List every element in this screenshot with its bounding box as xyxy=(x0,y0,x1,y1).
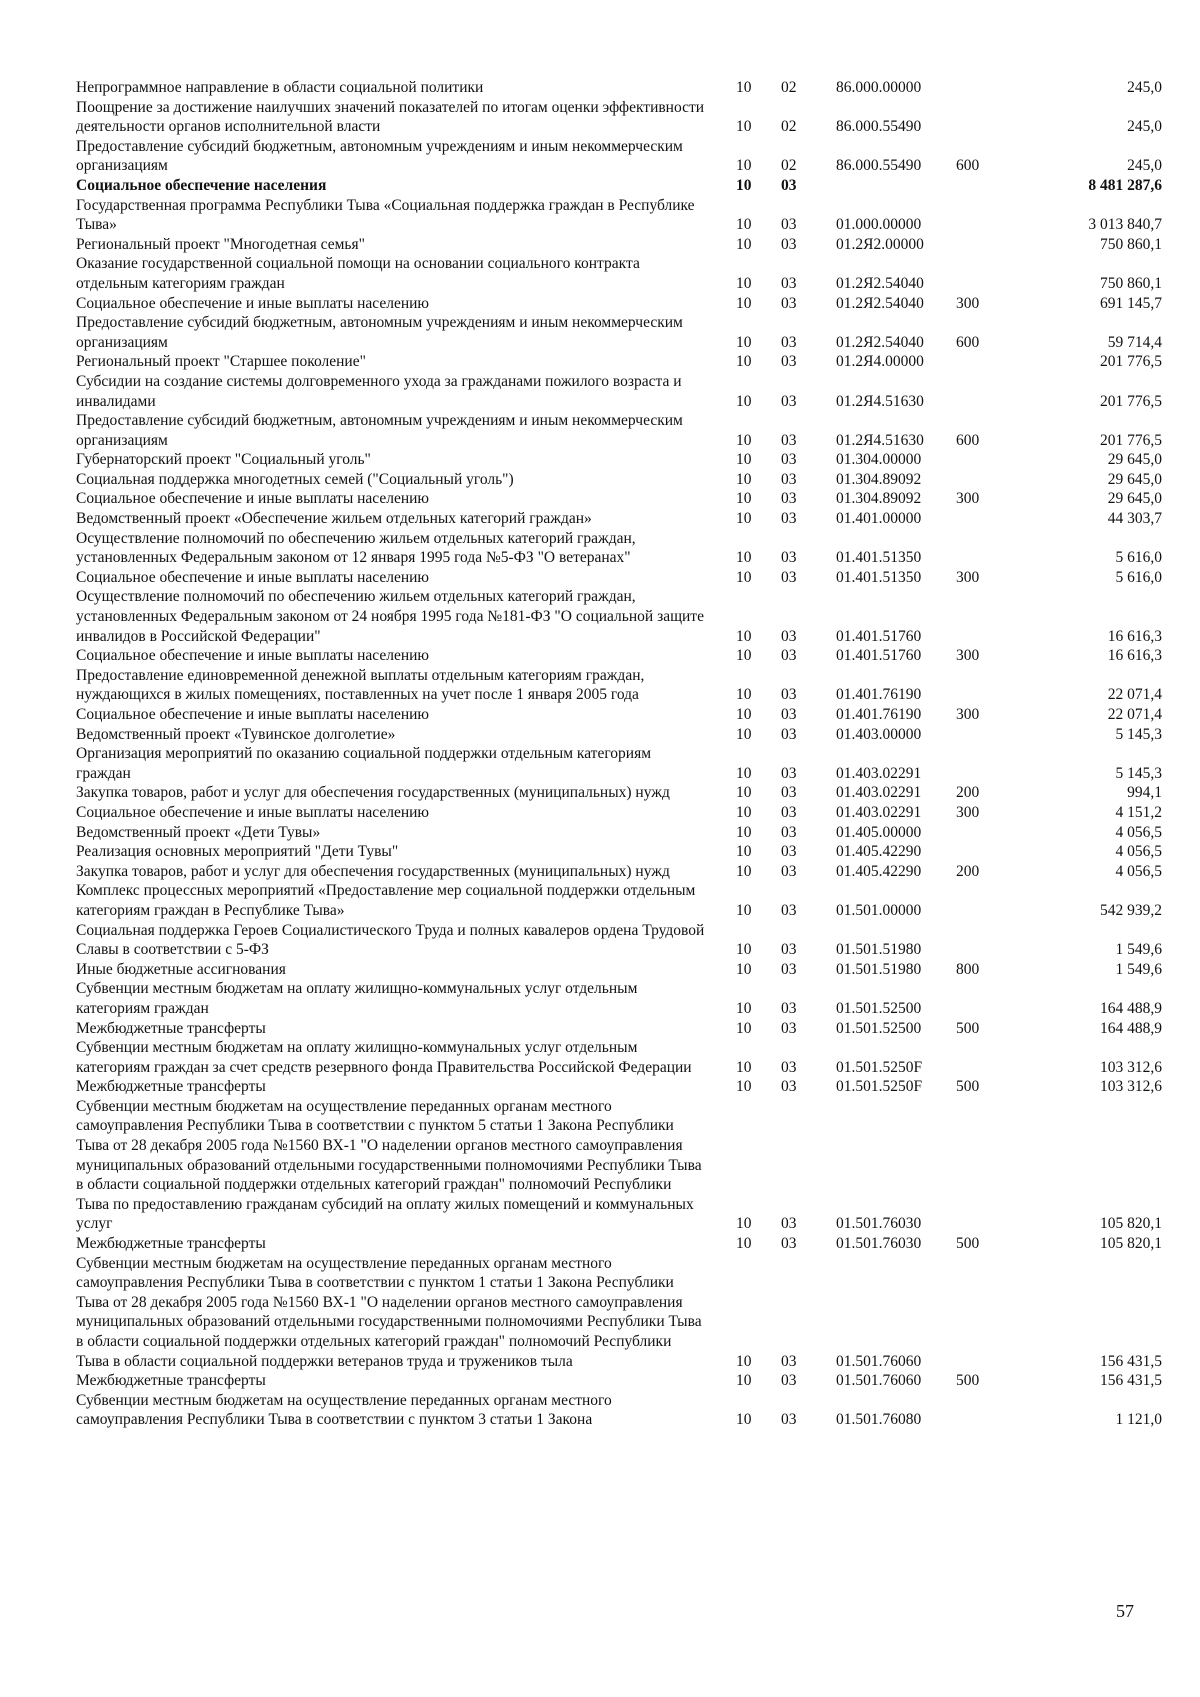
table-row xyxy=(76,1391,1162,1430)
row-amount: 201 776,5 xyxy=(1100,353,1162,371)
row-name: Предоставление субсидий бюджетным, автономным учреждениям и иным некоммерческим организациям xyxy=(76,137,683,175)
row-amount: 164 488,9 xyxy=(1100,999,1162,1017)
row-section-code: 10 xyxy=(736,725,752,743)
budget-table xyxy=(76,78,1162,1430)
row-amount: 22 071,4 xyxy=(1107,686,1162,704)
row-target-item-code: 01.501.52500 xyxy=(836,1019,922,1037)
row-target-item-code: 01.401.51760 xyxy=(836,647,922,665)
row-amount: 16 616,3 xyxy=(1107,647,1162,665)
row-name: Социальное обеспечение и иные выплаты населению xyxy=(76,803,430,821)
row-amount: 103 312,6 xyxy=(1100,1078,1162,1096)
row-subsection-code: 03 xyxy=(781,274,797,292)
row-section-code: 10 xyxy=(736,1372,752,1390)
row-name: Организация мероприятий по оказанию социальной поддержки отдельным категориям граждан xyxy=(76,745,652,782)
row-amount: 4 056,5 xyxy=(1115,823,1162,841)
row-target-item-code: 01.501.5250F xyxy=(836,1058,923,1076)
table-row xyxy=(76,881,1162,920)
row-section-code: 10 xyxy=(736,353,752,371)
row-target-item-code: 01.501.51980 xyxy=(836,960,922,978)
row-amount: 29 645,0 xyxy=(1107,490,1162,508)
row-amount: 44 303,7 xyxy=(1107,510,1162,528)
row-target-item-code: 01.2Я4.51630 xyxy=(836,431,924,449)
row-subsection-code: 03 xyxy=(781,568,797,586)
row-amount: 542 939,2 xyxy=(1100,901,1162,919)
row-amount: 994,1 xyxy=(1127,784,1162,802)
table-row xyxy=(76,1254,1162,1372)
row-name: Региональный проект "Многодетная семья" xyxy=(76,235,365,253)
row-target-item-code: 01.405.42290 xyxy=(836,843,922,861)
row-subsection-code: 03 xyxy=(781,1372,797,1390)
row-section-code: 10 xyxy=(736,118,752,136)
table-row xyxy=(76,921,1162,960)
row-amount: 1 549,6 xyxy=(1115,960,1162,978)
row-name: Субсидии на создание системы долговременного ухода за гражданами пожилого возраста и инвалидами xyxy=(76,372,682,410)
row-expense-type-code: 300 xyxy=(956,568,980,586)
table-row xyxy=(76,862,1162,882)
row-amount: 8 481 287,6 xyxy=(1088,176,1162,194)
row-target-item-code: 01.403.02291 xyxy=(836,764,922,782)
row-subsection-code: 03 xyxy=(781,823,797,841)
row-subsection-code: 03 xyxy=(781,901,797,919)
row-subsection-code: 03 xyxy=(781,725,797,743)
table-row xyxy=(76,489,1162,509)
row-section-code: 10 xyxy=(736,647,752,665)
row-subsection-code: 03 xyxy=(781,686,797,704)
row-target-item-code: 01.501.51980 xyxy=(836,941,922,959)
table-row xyxy=(76,1097,1162,1234)
row-name: Ведомственный проект «Дети Тувы» xyxy=(76,823,321,841)
table-row xyxy=(76,803,1162,823)
row-target-item-code: 01.501.76080 xyxy=(836,1411,922,1429)
row-target-item-code: 01.401.51350 xyxy=(836,568,922,586)
row-name: Ведомственный проект «Тувинское долголетие» xyxy=(76,725,396,743)
row-section-code: 10 xyxy=(736,901,752,919)
table-row xyxy=(76,411,1162,450)
row-section-code: 10 xyxy=(736,216,752,234)
table-row xyxy=(76,509,1162,529)
row-amount: 16 616,3 xyxy=(1107,627,1162,645)
row-section-code: 10 xyxy=(736,784,752,802)
row-section-code: 10 xyxy=(736,706,752,723)
row-target-item-code: 01.501.76030 xyxy=(836,1215,922,1233)
table-row xyxy=(76,823,1162,843)
table-row xyxy=(76,587,1162,646)
table-row xyxy=(76,979,1162,1018)
row-target-item-code: 86.000.00000 xyxy=(836,79,922,96)
row-expense-type-code: 300 xyxy=(956,803,980,821)
row-subsection-code: 03 xyxy=(781,1352,797,1370)
row-section-code: 10 xyxy=(736,823,752,841)
row-expense-type-code: 300 xyxy=(956,647,980,665)
row-subsection-code: 03 xyxy=(781,999,797,1017)
row-expense-type-code: 500 xyxy=(956,1235,980,1253)
row-target-item-code: 01.2Я4.00000 xyxy=(836,353,924,371)
row-target-item-code: 01.304.89092 xyxy=(836,490,922,508)
row-subsection-code: 03 xyxy=(781,706,797,723)
row-section-code: 10 xyxy=(736,470,752,488)
row-target-item-code: 01.401.00000 xyxy=(836,510,922,528)
table-row xyxy=(76,235,1162,255)
row-section-code: 10 xyxy=(736,1058,752,1076)
row-target-item-code: 01.2Я2.00000 xyxy=(836,235,924,253)
row-amount: 1 121,0 xyxy=(1115,1411,1162,1429)
row-target-item-code: 01.401.51350 xyxy=(836,549,922,567)
row-amount: 1 549,6 xyxy=(1115,941,1162,959)
table-row xyxy=(76,294,1162,314)
row-amount: 29 645,0 xyxy=(1107,451,1162,469)
row-subsection-code: 03 xyxy=(781,451,797,469)
row-section-code: 10 xyxy=(736,392,752,410)
table-row xyxy=(76,78,1162,98)
table-row xyxy=(76,1019,1162,1039)
row-name: Субвенции местным бюджетам на осуществление переданных органам местного самоуправления Республики Тыва в соответствии с пунктом 3 статьи 1 Закона xyxy=(76,1391,612,1429)
row-subsection-code: 03 xyxy=(781,333,797,351)
row-expense-type-code: 200 xyxy=(956,862,980,880)
table-row xyxy=(76,98,1162,137)
row-amount: 164 488,9 xyxy=(1100,1019,1162,1037)
row-expense-type-code: 600 xyxy=(956,333,980,351)
row-target-item-code: 01.403.02291 xyxy=(836,784,922,802)
row-amount: 4 151,2 xyxy=(1115,803,1162,821)
row-section-code: 10 xyxy=(736,843,752,861)
row-name: Ведомственный проект «Обеспечение жильем отдельных категорий граждан» xyxy=(76,510,592,528)
row-name: Социальное обеспечение и иные выплаты населению xyxy=(76,490,430,508)
row-section-code: 10 xyxy=(736,333,752,351)
row-section-code: 10 xyxy=(736,1215,752,1233)
table-row xyxy=(76,176,1162,196)
row-name: Субвенции местным бюджетам на осуществление переданных органам местного самоуправления Республики Тыва в соответствии с пунктом 1 статьи 1 Закона Республики Тыва от 28 декабря 2005 года №1560 ВХ-1 "О наделении органов местного самоуправления муниципальных образований отдельными государственными полномочиями Республики Тыва в области социальной поддержки отдельных категорий граждан" полномочий Республики Тыва в области социальной поддержки ветеранов труда и тружеников тыла xyxy=(76,1254,702,1370)
row-subsection-code: 03 xyxy=(781,294,797,312)
row-target-item-code: 01.2Я2.54040 xyxy=(836,294,924,312)
row-name: Межбюджетные трансферты xyxy=(76,1019,266,1037)
row-amount: 105 820,1 xyxy=(1100,1235,1162,1253)
row-name: Региональный проект "Старшее поколение" xyxy=(76,353,366,371)
table-row xyxy=(76,783,1162,803)
row-name: Непрограммное направление в области социальной политики xyxy=(76,79,484,96)
row-section-code: 10 xyxy=(736,549,752,567)
row-name: Предоставление субсидий бюджетным, автономным учреждениям и иным некоммерческим организациям xyxy=(76,314,683,351)
row-name: Социальное обеспечение и иные выплаты населению xyxy=(76,647,430,665)
row-amount: 245,0 xyxy=(1127,118,1162,136)
row-target-item-code: 01.2Я4.51630 xyxy=(836,392,924,410)
row-section-code: 10 xyxy=(736,510,752,528)
row-subsection-code: 03 xyxy=(781,392,797,410)
row-name: Субвенции местным бюджетам на оплату жилищно-коммунальных услуг отдельным категориям граждан xyxy=(76,980,638,1017)
row-expense-type-code: 500 xyxy=(956,1019,980,1037)
row-name: Закупка товаров, работ и услуг для обеспечения государственных (муниципальных) нужд xyxy=(76,784,670,802)
table-row xyxy=(76,254,1162,293)
row-name: Государственная программа Республики Тыва «Социальная поддержка граждан в Республике Тыва» xyxy=(76,196,695,234)
table-row xyxy=(76,196,1162,235)
row-section-code: 10 xyxy=(736,627,752,645)
row-name: Закупка товаров, работ и услуг для обеспечения государственных (муниципальных) нужд xyxy=(76,862,670,880)
row-amount: 691 145,7 xyxy=(1100,294,1162,312)
row-name: Осуществление полномочий по обеспечению жильем отдельных категорий граждан, установленных Федеральным законом от 24 ноября 1995 года №181-ФЗ "О социальной защите инвалидов в Российской Федерации" xyxy=(76,588,704,645)
row-name: Социальное обеспечение и иные выплаты населению xyxy=(76,568,430,586)
row-subsection-code: 03 xyxy=(781,647,797,665)
row-section-code: 10 xyxy=(736,431,752,449)
row-subsection-code: 03 xyxy=(781,1235,797,1253)
row-subsection-code: 03 xyxy=(781,176,797,194)
table-row xyxy=(76,568,1162,588)
row-name: Межбюджетные трансферты xyxy=(76,1235,266,1253)
row-subsection-code: 03 xyxy=(781,960,797,978)
row-name: Губернаторский проект "Социальный уголь" xyxy=(76,451,371,469)
row-section-code: 10 xyxy=(736,1235,752,1253)
row-target-item-code: 01.501.00000 xyxy=(836,901,922,919)
row-subsection-code: 03 xyxy=(781,1019,797,1037)
row-name: Межбюджетные трансферты xyxy=(76,1078,266,1096)
row-target-item-code: 01.2Я2.54040 xyxy=(836,333,924,351)
row-subsection-code: 03 xyxy=(781,235,797,253)
row-section-code: 10 xyxy=(736,941,752,959)
row-target-item-code: 01.2Я2.54040 xyxy=(836,274,924,292)
row-expense-type-code: 800 xyxy=(956,960,980,978)
row-target-item-code: 01.304.89092 xyxy=(836,470,922,488)
table-row xyxy=(76,372,1162,411)
row-section-code: 10 xyxy=(736,568,752,586)
row-amount: 59 714,4 xyxy=(1107,333,1162,351)
table-row xyxy=(76,666,1162,705)
row-target-item-code: 01.401.51760 xyxy=(836,627,922,645)
row-subsection-code: 03 xyxy=(781,862,797,880)
row-name: Оказание государственной социальной помощи на основании социального контракта отдельным категориям граждан xyxy=(76,255,640,292)
row-subsection-code: 03 xyxy=(781,1058,797,1076)
row-amount: 4 056,5 xyxy=(1115,843,1162,861)
row-amount: 4 056,5 xyxy=(1115,862,1162,880)
row-subsection-code: 03 xyxy=(781,549,797,567)
row-amount: 5 616,0 xyxy=(1115,568,1162,586)
row-subsection-code: 02 xyxy=(781,157,797,175)
row-name: Поощрение за достижение наилучших значений показателей по итогам оценки эффективности деятельности органов исполнительной власти xyxy=(76,98,705,136)
row-expense-type-code: 200 xyxy=(956,784,980,802)
row-subsection-code: 03 xyxy=(781,1215,797,1233)
row-amount: 201 776,5 xyxy=(1100,392,1162,410)
row-target-item-code: 01.304.00000 xyxy=(836,451,922,469)
table-row xyxy=(76,137,1162,176)
table-row xyxy=(76,725,1162,745)
row-target-item-code: 01.403.00000 xyxy=(836,725,922,743)
row-amount: 156 431,5 xyxy=(1100,1372,1162,1390)
row-amount: 29 645,0 xyxy=(1107,470,1162,488)
row-subsection-code: 03 xyxy=(781,941,797,959)
row-target-item-code: 01.501.52500 xyxy=(836,999,922,1017)
row-name: Предоставление единовременной денежной выплаты отдельным категориям граждан, нуждающихся в жилых помещениях, поставленных на учет после 1 января 2005 года xyxy=(76,666,645,704)
row-section-code: 10 xyxy=(736,157,752,175)
row-subsection-code: 03 xyxy=(781,843,797,861)
row-subsection-code: 03 xyxy=(781,431,797,449)
table-row xyxy=(76,470,1162,490)
row-target-item-code: 01.501.5250F xyxy=(836,1078,923,1096)
row-amount: 105 820,1 xyxy=(1100,1215,1162,1233)
row-target-item-code: 01.403.02291 xyxy=(836,803,922,821)
row-subsection-code: 03 xyxy=(781,490,797,508)
row-subsection-code: 03 xyxy=(781,627,797,645)
row-section-code: 10 xyxy=(736,999,752,1017)
row-section-code: 10 xyxy=(736,294,752,312)
row-amount: 22 071,4 xyxy=(1107,706,1162,723)
row-target-item-code: 01.405.42290 xyxy=(836,862,922,880)
row-name: Социальная поддержка многодетных семей ("Социальный уголь") xyxy=(76,470,514,488)
row-name: Субвенции местным бюджетам на осуществление переданных органам местного самоуправления Республики Тыва в соответствии с пунктом 5 статьи 1 Закона Республики Тыва от 28 декабря 2005 года №1560 ВХ-1 "О наделении органов местного самоуправления муниципальных образований отдельными государственными полномочиями Республики Тыва в области социальной поддержки отдельных категорий граждан" полномочий Республики Тыва по предоставлению гражданам субсидий на оплату жилых помещений и коммунальных услуг xyxy=(76,1097,702,1233)
table-row xyxy=(76,646,1162,666)
row-subsection-code: 03 xyxy=(781,784,797,802)
row-target-item-code: 86.000.55490 xyxy=(836,157,922,175)
row-name: Иные бюджетные ассигнования xyxy=(76,960,286,978)
row-name: Предоставление субсидий бюджетным, автономным учреждениям и иным некоммерческим организациям xyxy=(76,412,683,449)
table-row xyxy=(76,529,1162,568)
row-amount: 103 312,6 xyxy=(1100,1058,1162,1076)
row-target-item-code: 01.405.00000 xyxy=(836,823,922,841)
row-subsection-code: 03 xyxy=(781,470,797,488)
row-amount: 245,0 xyxy=(1127,157,1162,175)
row-target-item-code: 01.501.76030 xyxy=(836,1235,922,1253)
row-subsection-code: 03 xyxy=(781,216,797,234)
row-amount: 3 013 840,7 xyxy=(1088,216,1162,234)
row-section-code: 10 xyxy=(736,764,752,782)
row-target-item-code: 01.000.00000 xyxy=(836,216,922,234)
row-section-code: 10 xyxy=(736,79,752,96)
row-subsection-code: 03 xyxy=(781,1411,797,1429)
row-subsection-code: 03 xyxy=(781,510,797,528)
row-target-item-code: 01.501.76060 xyxy=(836,1352,922,1370)
row-name: Социальная поддержка Героев Социалистического Труда и полных кавалеров ордена Трудовой Славы в соответствии с 5-ФЗ xyxy=(76,921,705,959)
row-name: Социальное обеспечение населения xyxy=(76,176,327,194)
row-expense-type-code: 300 xyxy=(956,294,980,312)
row-section-code: 10 xyxy=(736,490,752,508)
row-amount: 5 616,0 xyxy=(1115,549,1162,567)
row-section-code: 10 xyxy=(736,274,752,292)
row-subsection-code: 02 xyxy=(781,79,797,96)
row-name: Социальное обеспечение и иные выплаты населению xyxy=(76,706,430,723)
table-row xyxy=(76,450,1162,470)
row-name: Субвенции местным бюджетам на оплату жилищно-коммунальных услуг отдельным категориям граждан за счет средств резервного фонда Правительства Российской Федерации xyxy=(76,1039,692,1076)
row-expense-type-code: 600 xyxy=(956,157,980,175)
table-row xyxy=(76,1234,1162,1254)
row-amount: 201 776,5 xyxy=(1100,431,1162,449)
row-subsection-code: 02 xyxy=(781,118,797,136)
row-expense-type-code: 500 xyxy=(956,1372,980,1390)
table-row xyxy=(76,705,1162,725)
row-section-code: 10 xyxy=(736,1078,752,1096)
row-section-code: 10 xyxy=(736,960,752,978)
row-subsection-code: 03 xyxy=(781,764,797,782)
row-section-code: 10 xyxy=(736,451,752,469)
row-target-item-code: 86.000.55490 xyxy=(836,118,922,136)
row-subsection-code: 03 xyxy=(781,803,797,821)
row-subsection-code: 03 xyxy=(781,353,797,371)
table-row xyxy=(76,1038,1162,1077)
row-section-code: 10 xyxy=(736,1019,752,1037)
row-section-code: 10 xyxy=(736,803,752,821)
row-amount: 5 145,3 xyxy=(1115,764,1162,782)
row-name: Осуществление полномочий по обеспечению жильем отдельных категорий граждан, установленных Федеральным законом от 12 января 1995 года №5-ФЗ "О ветеранах" xyxy=(76,529,636,567)
table-row xyxy=(76,960,1162,980)
row-subsection-code: 03 xyxy=(781,1078,797,1096)
page-number: 57 xyxy=(1116,1601,1134,1621)
table-row xyxy=(76,313,1162,352)
row-expense-type-code: 600 xyxy=(956,431,980,449)
table-row xyxy=(76,352,1162,372)
row-expense-type-code: 500 xyxy=(956,1078,980,1096)
row-section-code: 10 xyxy=(736,235,752,253)
row-amount: 750 860,1 xyxy=(1100,274,1162,292)
row-name: Межбюджетные трансферты xyxy=(76,1372,266,1390)
row-name: Реализация основных мероприятий "Дети Тувы" xyxy=(76,843,399,861)
row-amount: 5 145,3 xyxy=(1115,725,1162,743)
row-amount: 245,0 xyxy=(1127,79,1162,96)
row-target-item-code: 01.401.76190 xyxy=(836,706,922,723)
table-row xyxy=(76,1371,1162,1391)
row-amount: 156 431,5 xyxy=(1100,1352,1162,1370)
row-section-code: 10 xyxy=(736,176,752,194)
table-row xyxy=(76,842,1162,862)
row-section-code: 10 xyxy=(736,862,752,880)
row-section-code: 10 xyxy=(736,1411,752,1429)
row-name: Социальное обеспечение и иные выплаты населению xyxy=(76,294,430,312)
row-name: Комплекс процессных мероприятий «Предоставление мер социальной поддержки отдельным категориям граждан в Республике Тыва» xyxy=(76,882,696,919)
row-target-item-code: 01.501.76060 xyxy=(836,1372,922,1390)
row-expense-type-code: 300 xyxy=(956,490,980,508)
row-target-item-code: 01.401.76190 xyxy=(836,686,922,704)
row-amount: 750 860,1 xyxy=(1100,235,1162,253)
row-section-code: 10 xyxy=(736,686,752,704)
row-section-code: 10 xyxy=(736,1352,752,1370)
table-row xyxy=(76,1077,1162,1097)
table-row xyxy=(76,744,1162,783)
row-expense-type-code: 300 xyxy=(956,706,980,723)
